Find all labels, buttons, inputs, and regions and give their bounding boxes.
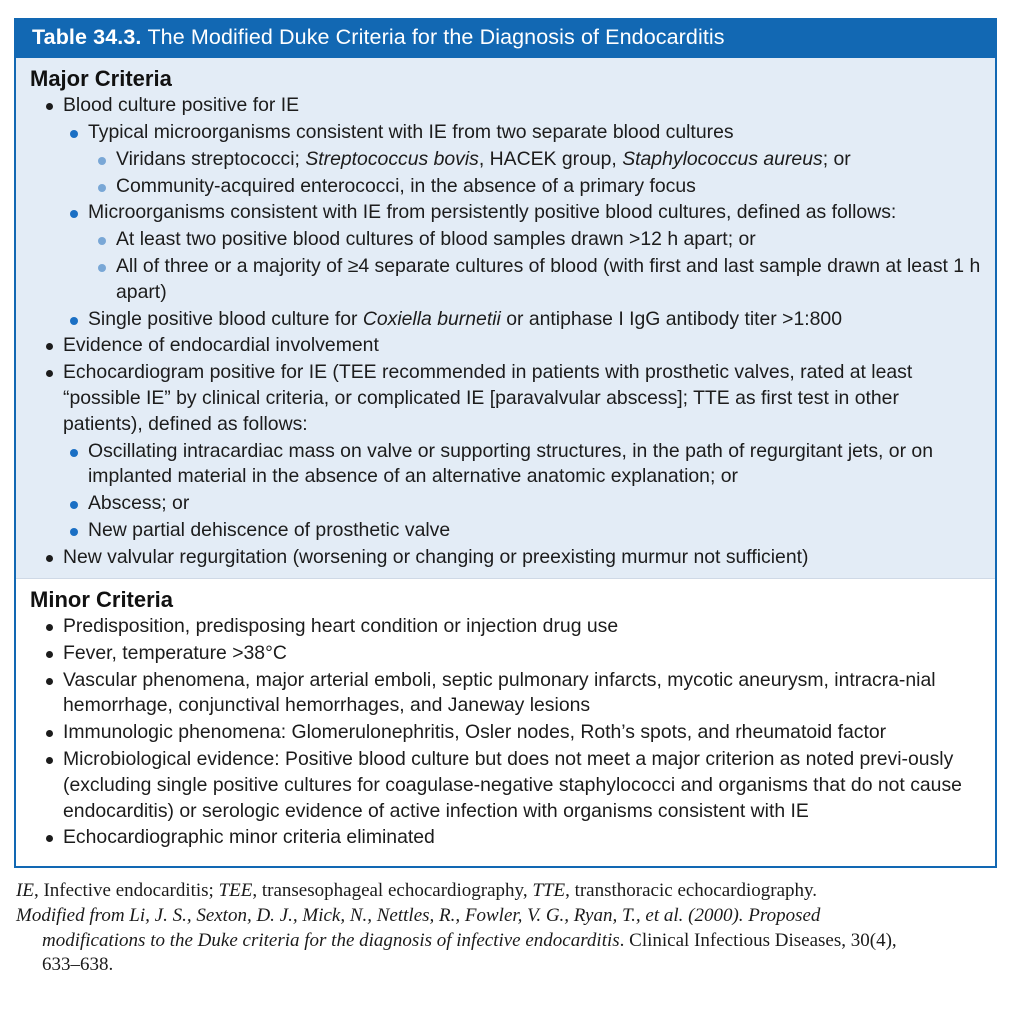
section-minor-criteria xyxy=(16,579,995,867)
list-item-label: Fever, temperature >38°C xyxy=(63,641,287,664)
list-item-label: Evidence of endocardial involvement xyxy=(63,334,379,357)
list-item xyxy=(28,545,983,572)
bullet-icon xyxy=(46,103,53,110)
bullet-icon xyxy=(98,157,106,165)
list-item xyxy=(28,825,983,852)
minor-criteria-heading: Minor Criteria xyxy=(30,586,174,612)
table-body xyxy=(14,58,997,869)
bullet-icon xyxy=(46,757,53,764)
page-title: The Modified Duke Criteria for the Diagnosis of Endocarditis xyxy=(147,25,725,49)
list-item xyxy=(28,360,983,438)
list-item xyxy=(28,518,983,545)
list-item xyxy=(28,439,983,492)
table-number: Table 34.3. xyxy=(32,25,142,49)
list-item-label: Microorganisms consistent with IE from persistently positive blood cultures, defined as follows: xyxy=(88,201,897,224)
list-item-label: New partial dehiscence of prosthetic valve xyxy=(88,518,451,541)
footnote-line: IE, Infective endocarditis; TEE, transesophageal echocardiography, TTE, transthoracic echocardiography. xyxy=(16,880,818,902)
major-criteria-list xyxy=(28,93,983,571)
list-item xyxy=(28,307,983,334)
list-item xyxy=(28,174,983,201)
bullet-icon xyxy=(70,317,78,325)
list-item xyxy=(28,120,983,147)
bullet-icon xyxy=(46,370,53,377)
table-footnote xyxy=(14,879,997,978)
list-item-label: Oscillating intracardiac mass on valve or supporting structures, in the path of regurgitant jets, or on implanted material in the absence of an alternative anatomic explanation; or xyxy=(88,439,933,488)
footnote-line: modifications to the Duke criteria for the diagnosis of infective endocarditis. Clinical Infectious Diseases, 30(4), xyxy=(42,929,897,951)
bullet-icon xyxy=(46,651,53,658)
list-item-label: Community-acquired enterococci, in the absence of a primary focus xyxy=(116,174,696,197)
bullet-icon xyxy=(70,528,78,536)
list-item-label: Microbiological evidence: Positive blood culture but does not meet a major criterion as noted previ-ously (excluding single positive cultures for coagulase-negative staphylococci and organisms that do not cause endocarditis) or serologic evidence of active infection with organisms consistent with IE xyxy=(63,748,962,822)
list-item xyxy=(28,93,983,120)
list-item-label: Abscess; or xyxy=(88,492,190,515)
bullet-icon xyxy=(70,130,78,138)
footnote-line: Modified from Li, J. S., Sexton, D. J., Mick, N., Nettles, R., Fowler, V. G., Ryan, T., et al. (2000). Proposed xyxy=(16,904,821,926)
bullet-icon xyxy=(46,678,53,685)
bullet-icon xyxy=(70,449,78,457)
list-item xyxy=(28,641,983,668)
bullet-icon xyxy=(46,730,53,737)
list-item-label: Immunologic phenomena: Glomerulonephritis, Osler nodes, Roth’s spots, and rheumatoid factor xyxy=(63,721,887,744)
list-item-label: Single positive blood culture for Coxiella burnetii or antiphase I IgG antibody titer >1:800 xyxy=(88,307,843,330)
list-item-label: Predisposition, predisposing heart condition or injection drug use xyxy=(63,615,619,638)
bullet-icon xyxy=(70,210,78,218)
table-container xyxy=(14,18,997,978)
list-item xyxy=(28,491,983,518)
bullet-icon xyxy=(98,237,106,245)
list-item-label: Viridans streptococci; Streptococcus bovis, HACEK group, Staphylococcus aureus; or xyxy=(116,147,851,170)
list-item-label: Echocardiographic minor criteria eliminated xyxy=(63,826,435,849)
bullet-icon xyxy=(46,555,53,562)
list-item xyxy=(28,614,983,641)
footnote-line: 633–638. xyxy=(42,954,114,976)
table-header-bar xyxy=(14,18,997,58)
bullet-icon xyxy=(98,264,106,272)
bullet-icon xyxy=(46,835,53,842)
bullet-icon xyxy=(46,343,53,350)
list-item-label: At least two positive blood cultures of blood samples drawn >12 h apart; or xyxy=(116,228,756,251)
list-item-label: New valvular regurgitation (worsening or changing or preexisting murmur not sufficient) xyxy=(63,545,809,568)
list-item-label: Vascular phenomena, major arterial emboli, septic pulmonary infarcts, mycotic aneurysm, intracra-nial hemorrhage, conjunctival hemorrhages, and Janeway lesions xyxy=(63,668,936,717)
minor-criteria-list xyxy=(28,614,983,852)
section-major-criteria xyxy=(16,58,995,579)
bullet-icon xyxy=(98,184,106,192)
list-item xyxy=(28,668,983,721)
list-item xyxy=(28,720,983,747)
bullet-icon xyxy=(46,624,53,631)
list-item xyxy=(28,747,983,825)
list-item-label: Typical microorganisms consistent with IE from two separate blood cultures xyxy=(88,121,734,144)
list-item xyxy=(28,254,983,307)
list-item xyxy=(28,200,983,227)
list-item-label: Blood culture positive for IE xyxy=(63,94,300,117)
major-criteria-heading: Major Criteria xyxy=(30,65,172,91)
list-item-label: All of three or a majority of ≥4 separate cultures of blood (with first and last sample drawn at least 1 h apart) xyxy=(116,255,981,303)
list-item xyxy=(28,147,983,174)
list-item xyxy=(28,227,983,254)
list-item xyxy=(28,333,983,360)
bullet-icon xyxy=(70,501,78,509)
list-item-label: Echocardiogram positive for IE (TEE recommended in patients with prosthetic valves, rated at least “possible IE” by clinical criteria, or complicated IE [paravalvular abscess]; TTE as first test in other patients), defined as follows: xyxy=(63,361,913,435)
